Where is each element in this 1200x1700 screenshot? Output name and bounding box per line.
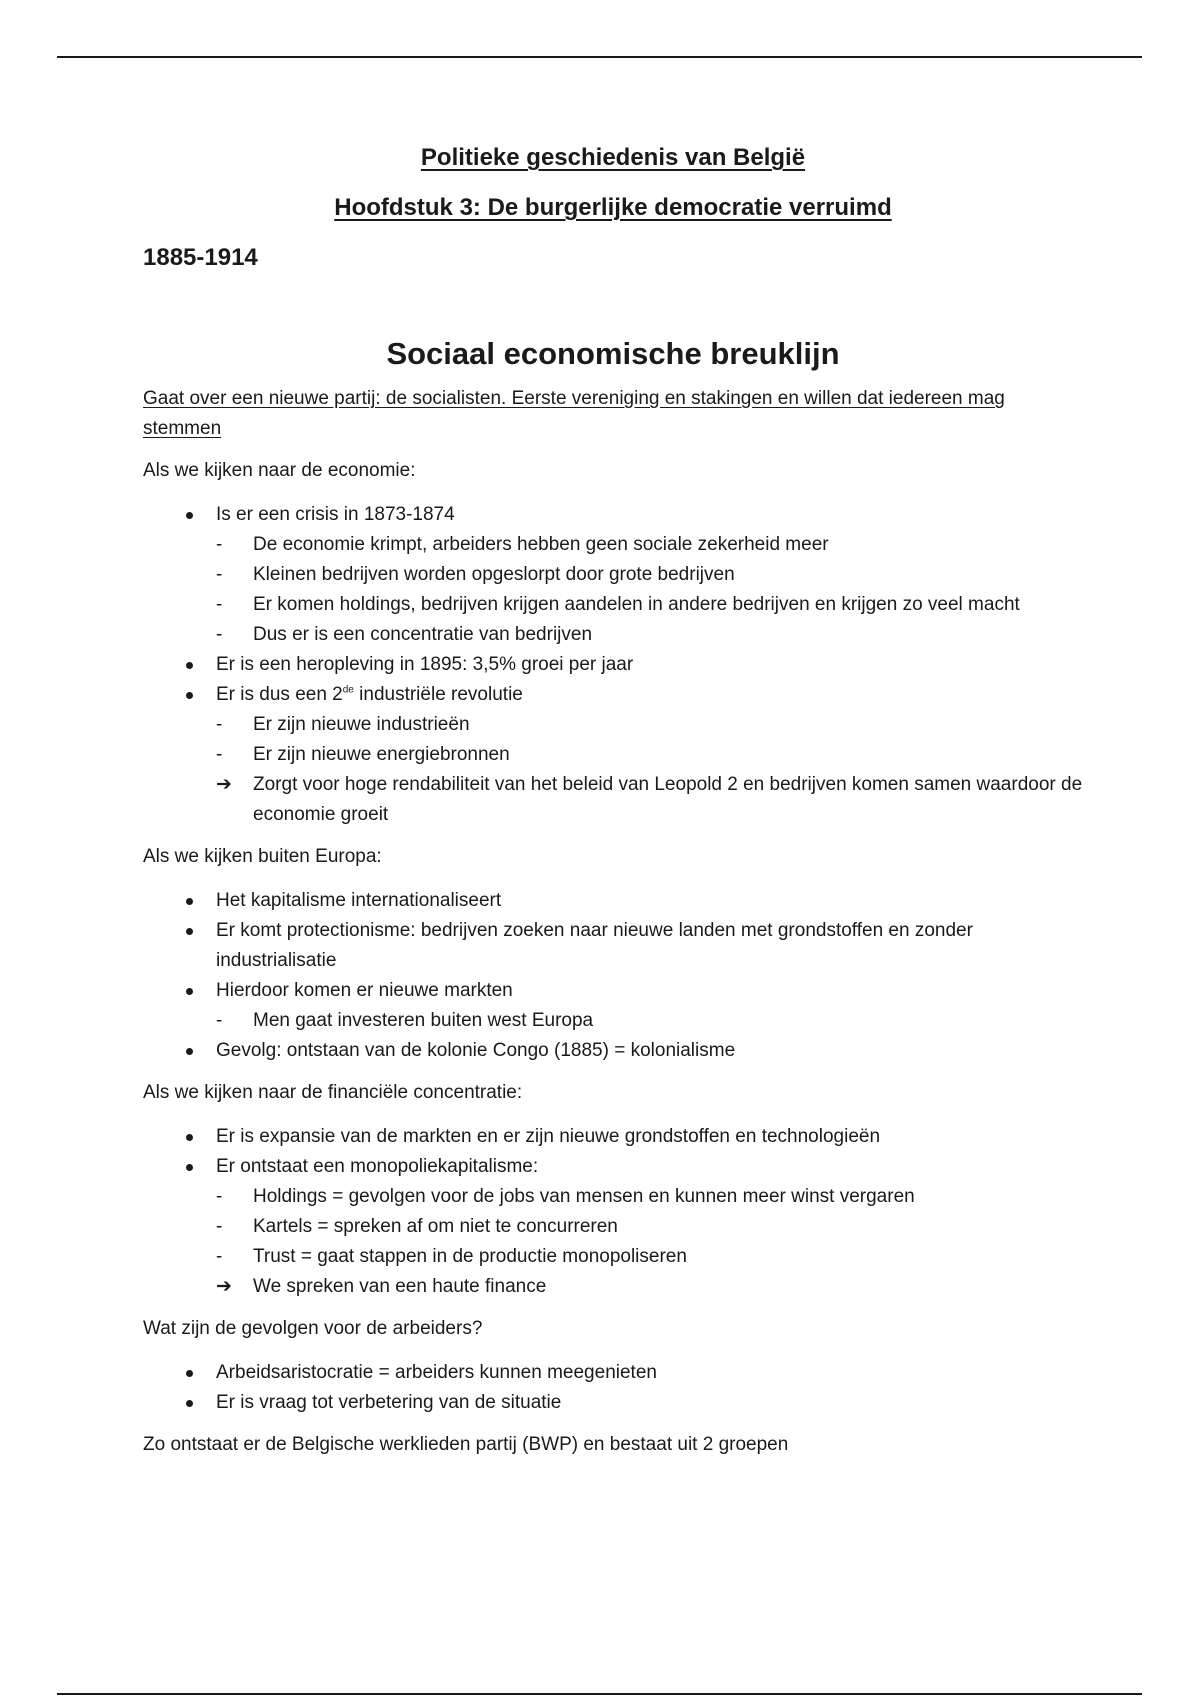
sub-item xyxy=(216,1212,1083,1242)
list-item xyxy=(216,500,1083,650)
ordinal-suffix: de xyxy=(342,684,354,696)
sub-item xyxy=(216,1006,1083,1036)
financial-b2: Er ontstaat een monopoliekapitalisme: xyxy=(216,1156,539,1177)
bullet-icon xyxy=(186,692,193,699)
economy-b2: Er is een heropleving in 1895: 3,5% groei per jaar xyxy=(216,654,634,675)
sub-item-text: Dus er is een concentratie van bedrijven xyxy=(253,624,593,645)
outside-b2: Er komt protectionisme: bedrijven zoeken naar nieuwe landen met grondstoffen en zonder industrialisatie xyxy=(216,920,973,971)
workers-b2: Er is vraag tot verbetering van de situatie xyxy=(216,1392,562,1413)
dash-icon: - xyxy=(216,594,223,615)
list-item xyxy=(216,650,1083,680)
financial-b1: Er is expansie van de markten en er zijn nieuwe grondstoffen en technologieën xyxy=(216,1126,881,1147)
sub-item-text: Er komen holdings, bedrijven krijgen aandelen in andere bedrijven en krijgen zo veel macht xyxy=(253,594,1020,615)
outside-b1: Het kapitalisme internationaliseert xyxy=(216,890,502,911)
bullet-icon xyxy=(186,512,193,519)
sub-item xyxy=(216,1272,1083,1302)
list-item xyxy=(216,886,1083,916)
list-item xyxy=(216,916,1083,976)
closing-paragraph: Zo ontstaat er de Belgische werklieden partij (BWP) en bestaat uit 2 groepen xyxy=(143,1434,789,1455)
arrow-right-icon: ➔ xyxy=(216,774,232,795)
economy-list xyxy=(143,500,1083,830)
sub-item-text: Trust = gaat stappen in de productie monopoliseren xyxy=(253,1246,687,1267)
financial-lead: Als we kijken naar de financiële concentratie: xyxy=(143,1082,523,1103)
outside-lead: Als we kijken buiten Europa: xyxy=(143,846,382,867)
dash-icon: - xyxy=(216,1010,223,1031)
conclusion-text: We spreken van een haute finance xyxy=(253,1276,547,1297)
sub-item xyxy=(216,710,1083,740)
outside-b3: Hierdoor komen er nieuwe markten xyxy=(216,980,513,1001)
document-title: Politieke geschiedenis van België xyxy=(420,144,806,171)
section-heading: Sociaal economische breuklijn xyxy=(386,336,840,371)
conclusion-text: Zorgt voor hoge rendabiliteit van het beleid van Leopold 2 en bedrijven komen samen waardoor de economie groeit xyxy=(253,774,1083,825)
economy-lead: Als we kijken naar de economie: xyxy=(143,460,416,481)
top-rule xyxy=(57,56,1142,58)
sub-item-text: De economie krimpt, arbeiders hebben geen sociale zekerheid meer xyxy=(253,534,829,555)
period-label: 1885-1914 xyxy=(143,244,258,271)
document-body xyxy=(143,140,1083,1460)
sub-item-text: Er zijn nieuwe industrieën xyxy=(253,714,470,735)
sub-item-text: Kleinen bedrijven worden opgeslorpt door grote bedrijven xyxy=(253,564,735,585)
list-item xyxy=(216,1036,1083,1066)
dash-icon: - xyxy=(216,714,223,735)
bullet-icon xyxy=(186,1400,193,1407)
bullet-icon xyxy=(186,898,193,905)
dash-icon: - xyxy=(216,1186,223,1207)
sub-item xyxy=(216,590,1083,620)
workers-lead: Wat zijn de gevolgen voor de arbeiders? xyxy=(143,1318,483,1339)
dash-icon: - xyxy=(216,1216,223,1237)
sub-item-text: Er zijn nieuwe energiebronnen xyxy=(253,744,510,765)
dash-icon: - xyxy=(216,534,223,555)
bottom-rule xyxy=(57,1693,1142,1695)
list-item xyxy=(216,1358,1083,1388)
sub-item xyxy=(216,740,1083,770)
outside-b4: Gevolg: ontstaan van de kolonie Congo (1885) = kolonialisme xyxy=(216,1040,736,1061)
bullet-icon xyxy=(186,1164,193,1171)
outside-list xyxy=(143,886,1083,1066)
arrow-right-icon: ➔ xyxy=(216,1276,232,1297)
sub-item-text: Holdings = gevolgen voor de jobs van mensen en kunnen meer winst vergaren xyxy=(253,1186,915,1207)
sub-item xyxy=(216,560,1083,590)
economy-b3-pre: Er is dus een 2 xyxy=(216,684,343,705)
list-item xyxy=(216,1122,1083,1152)
workers-list xyxy=(143,1358,1083,1418)
sub-item xyxy=(216,620,1083,650)
dash-icon: - xyxy=(216,1246,223,1267)
bullet-icon xyxy=(186,1048,193,1055)
sub-item xyxy=(216,530,1083,560)
bullet-icon xyxy=(186,1134,193,1141)
bullet-icon xyxy=(186,1370,193,1377)
economy-b3-post: industriële revolutie xyxy=(353,684,523,705)
sub-item xyxy=(216,1242,1083,1272)
sub-item-text: Kartels = spreken af om niet te concurreren xyxy=(253,1216,618,1237)
workers-b1: Arbeidsaristocratie = arbeiders kunnen meegenieten xyxy=(216,1362,657,1383)
sub-list xyxy=(216,710,1083,830)
section-intro: Gaat over een nieuwe partij: de socialisten. Eerste vereniging en stakingen en willen dat iedereen mag stemmen xyxy=(143,388,1005,439)
sub-item-text: Men gaat investeren buiten west Europa xyxy=(253,1010,594,1031)
list-item xyxy=(216,976,1083,1036)
sub-item xyxy=(216,770,1083,830)
sub-item xyxy=(216,1182,1083,1212)
list-item xyxy=(216,1388,1083,1418)
sub-list xyxy=(216,530,1083,650)
list-item xyxy=(216,1152,1083,1302)
bullet-icon xyxy=(186,928,193,935)
sub-list xyxy=(216,1006,1083,1036)
economy-b1: Is er een crisis in 1873-1874 xyxy=(216,504,455,525)
dash-icon: - xyxy=(216,564,223,585)
dash-icon: - xyxy=(216,744,223,765)
bullet-icon xyxy=(186,988,193,995)
bullet-icon xyxy=(186,662,193,669)
chapter-title: Hoofdstuk 3: De burgerlijke democratie verruimd xyxy=(334,194,892,221)
sub-list xyxy=(216,1182,1083,1302)
financial-list xyxy=(143,1122,1083,1302)
list-item xyxy=(216,680,1083,830)
dash-icon: - xyxy=(216,624,223,645)
